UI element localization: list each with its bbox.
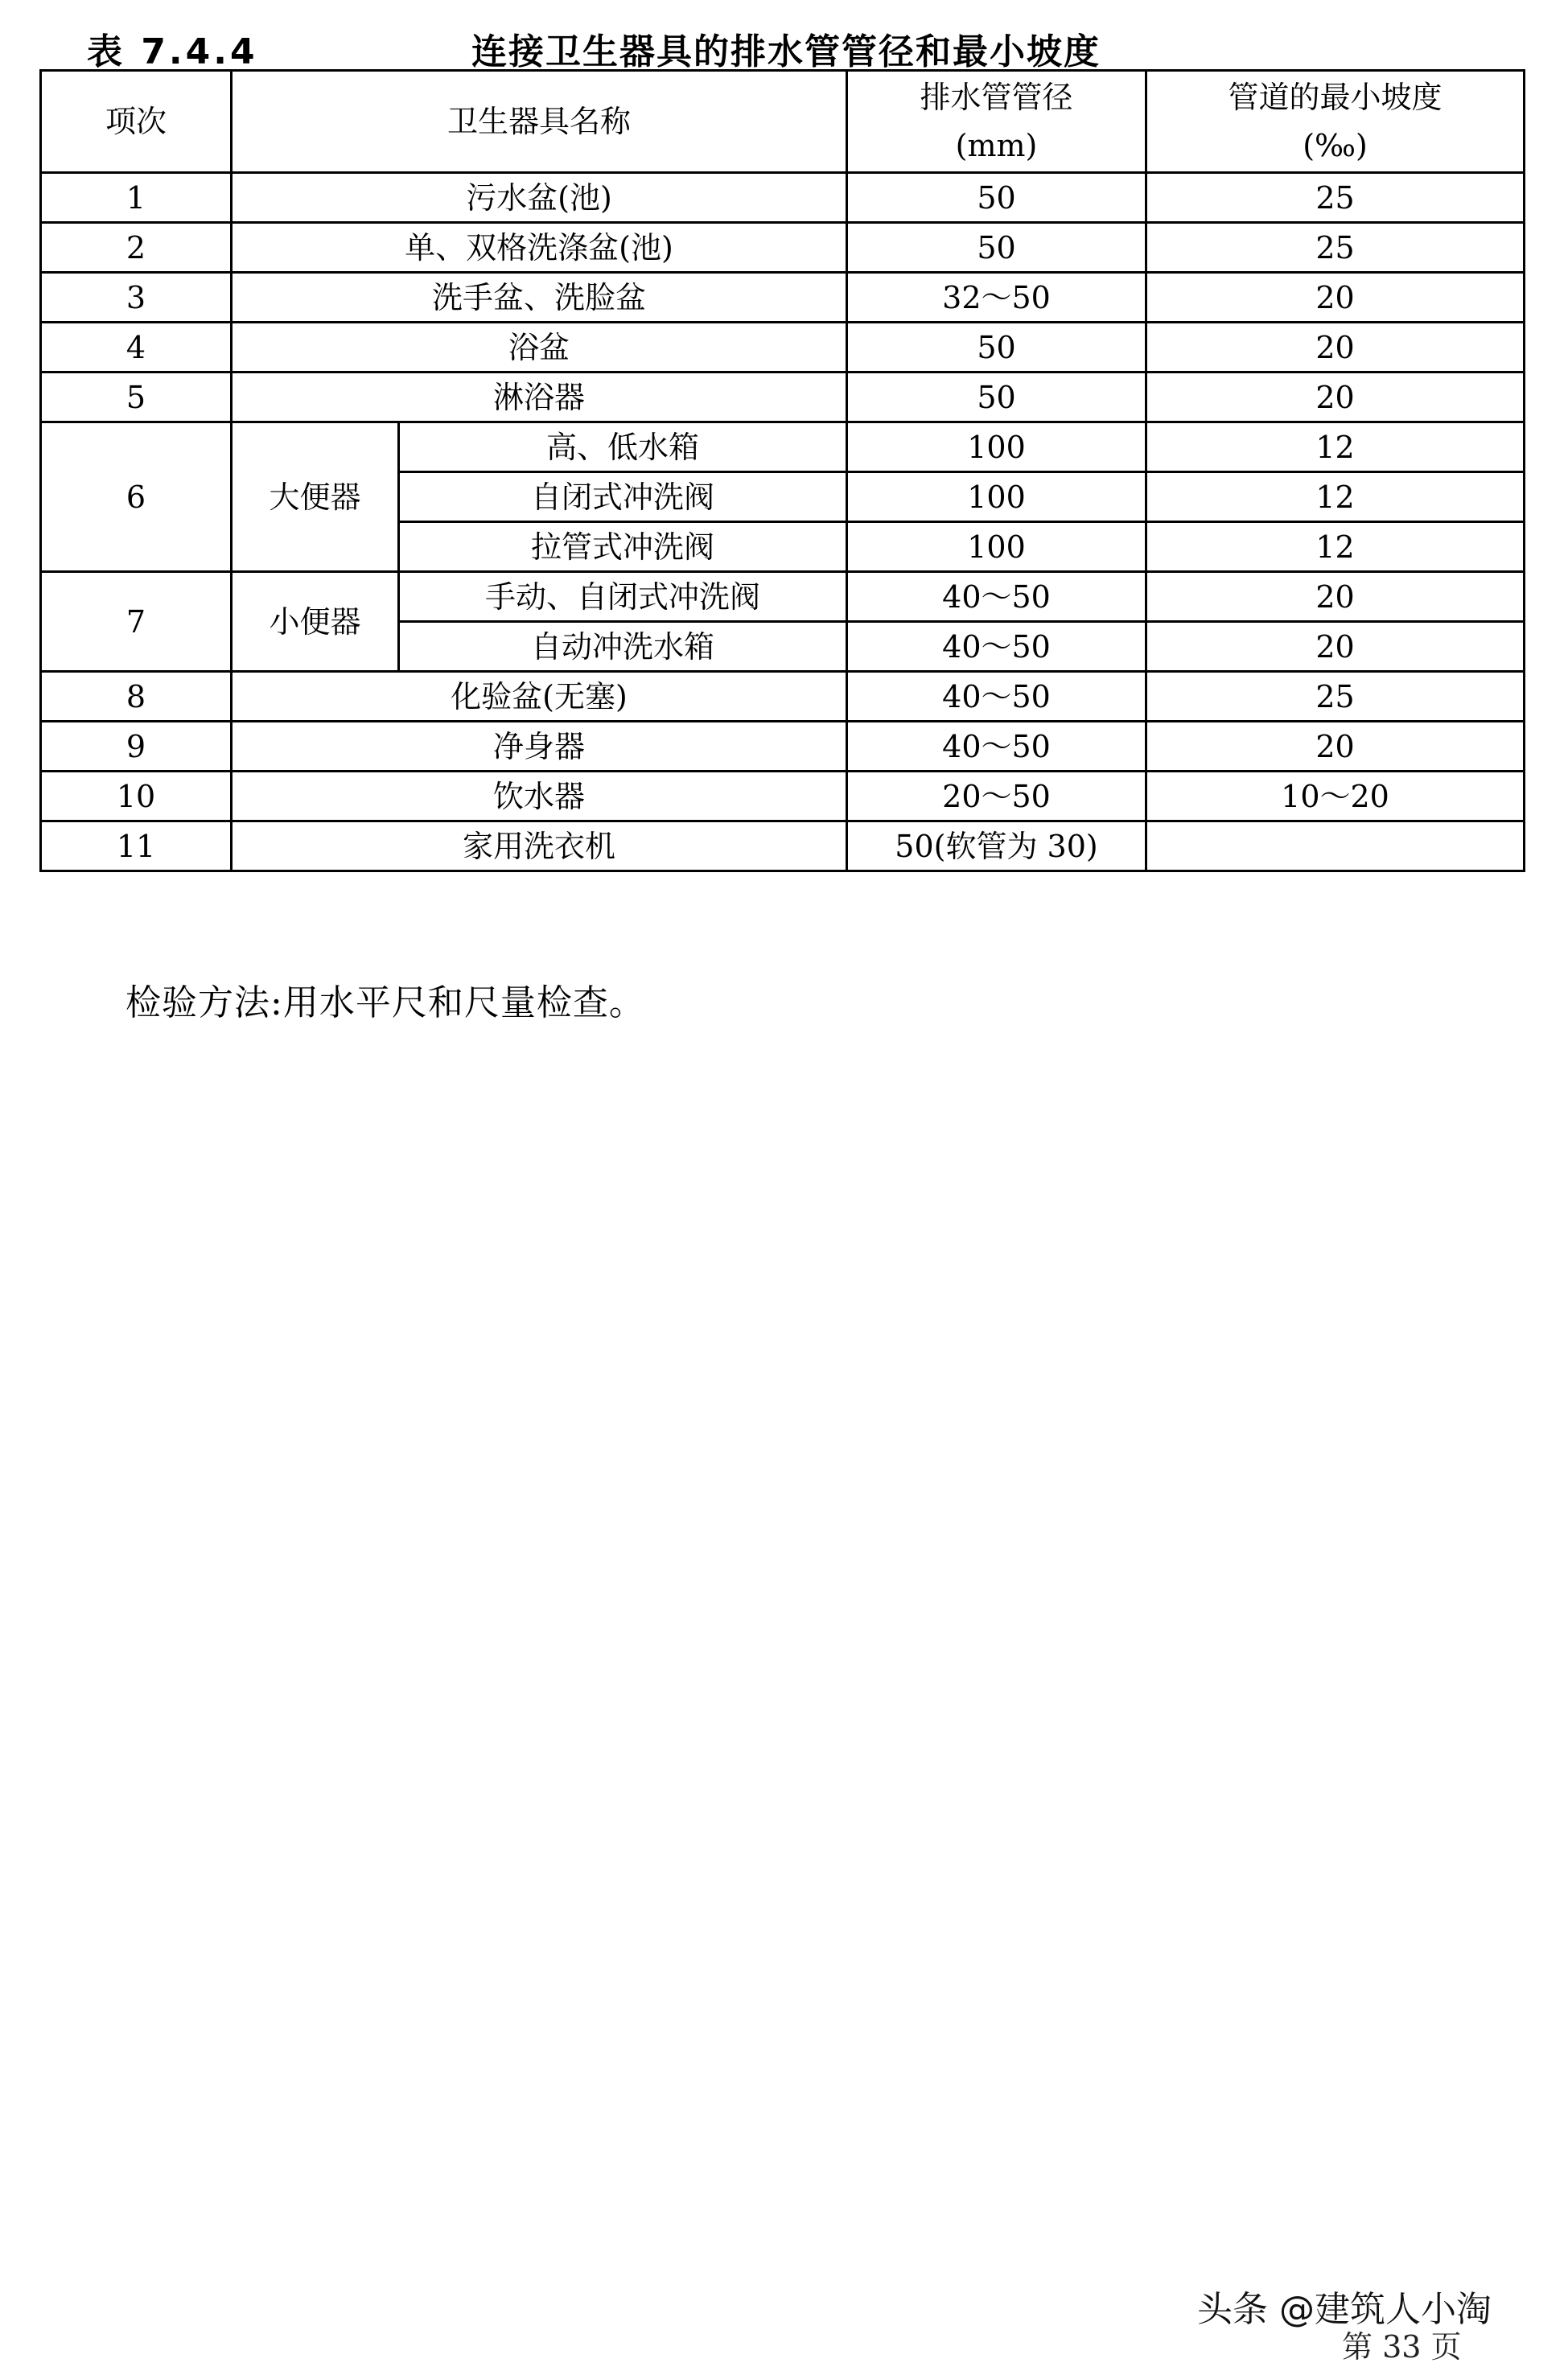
- pipe-diameter-cell: 40～50: [847, 572, 1146, 622]
- item-no-cell: 1: [41, 173, 232, 223]
- fixture-name-cell: 单、双格洗涤盆(池): [232, 223, 847, 273]
- pipe-diameter-cell: 50: [847, 173, 1146, 223]
- min-slope-cell: 20: [1146, 273, 1525, 323]
- drain-pipe-table: [39, 69, 1525, 872]
- fixture-group-cell: 小便器: [232, 572, 399, 672]
- header-pipe-diameter-label: 排水管管径: [920, 80, 1073, 115]
- fixture-name-cell: 家用洗衣机: [232, 821, 847, 871]
- item-no-cell: 6: [41, 422, 232, 572]
- fixture-name-cell: 污水盆(池): [232, 173, 847, 223]
- min-slope-cell: 25: [1146, 223, 1525, 273]
- table-row: [41, 422, 1525, 472]
- table-row: [41, 772, 1525, 821]
- header-pipe-diameter-unit: (mm): [955, 128, 1038, 163]
- item-no-cell: 5: [41, 373, 232, 422]
- pipe-diameter-cell: 50: [847, 223, 1146, 273]
- fixture-subtype-cell: 自动冲洗水箱: [399, 622, 847, 672]
- min-slope-cell: 10～20: [1146, 772, 1525, 821]
- table-row: [41, 323, 1525, 373]
- pipe-diameter-cell: 40～50: [847, 672, 1146, 722]
- header-fixture-name: 卫生器具名称: [232, 71, 847, 173]
- pipe-diameter-cell: 32～50: [847, 273, 1146, 323]
- min-slope-cell: 20: [1146, 323, 1525, 373]
- pipe-diameter-cell: 100: [847, 422, 1146, 472]
- pipe-diameter-cell: 50: [847, 373, 1146, 422]
- table-row: [41, 672, 1525, 722]
- fixture-name-cell: 饮水器: [232, 772, 847, 821]
- item-no-cell: 4: [41, 323, 232, 373]
- table-row: [41, 722, 1525, 772]
- header-min-slope-unit: (‰): [1303, 128, 1368, 163]
- fixture-subtype-cell: 手动、自闭式冲洗阀: [399, 572, 847, 622]
- table-row: [41, 821, 1525, 871]
- pipe-diameter-cell: 40～50: [847, 622, 1146, 672]
- item-no-cell: 2: [41, 223, 232, 273]
- page-number: 第 33 页: [1342, 2329, 1462, 2365]
- min-slope-cell: [1146, 821, 1525, 871]
- pipe-diameter-cell: 50: [847, 323, 1146, 373]
- min-slope-cell: 20: [1146, 722, 1525, 772]
- table-row: [41, 223, 1525, 273]
- item-no-cell: 11: [41, 821, 232, 871]
- min-slope-cell: 12: [1146, 522, 1525, 572]
- table-row: [41, 173, 1525, 223]
- item-no-cell: 7: [41, 572, 232, 672]
- pipe-diameter-cell: 100: [847, 522, 1146, 572]
- item-no-cell: 10: [41, 772, 232, 821]
- fixture-name-cell: 化验盆(无塞): [232, 672, 847, 722]
- header-min-slope-label: 管道的最小坡度: [1228, 80, 1442, 115]
- min-slope-cell: 25: [1146, 672, 1525, 722]
- header-min-slope: [1146, 71, 1525, 173]
- table-header-row: [41, 71, 1525, 173]
- table-number: 表 7.4.4: [87, 31, 258, 72]
- table-row: [41, 373, 1525, 422]
- fixture-name-cell: 净身器: [232, 722, 847, 772]
- item-no-cell: 9: [41, 722, 232, 772]
- table-row: [41, 273, 1525, 323]
- item-no-cell: 3: [41, 273, 232, 323]
- min-slope-cell: 20: [1146, 622, 1525, 672]
- pipe-diameter-cell: 40～50: [847, 722, 1146, 772]
- table-row: [41, 572, 1525, 622]
- header-pipe-diameter: [847, 71, 1146, 173]
- min-slope-cell: 20: [1146, 373, 1525, 422]
- header-item-no: 项次: [41, 71, 232, 173]
- min-slope-cell: 12: [1146, 472, 1525, 522]
- fixture-subtype-cell: 高、低水箱: [399, 422, 847, 472]
- fixture-name-cell: 洗手盆、洗脸盆: [232, 273, 847, 323]
- fixture-name-cell: 淋浴器: [232, 373, 847, 422]
- min-slope-cell: 12: [1146, 422, 1525, 472]
- min-slope-cell: 25: [1146, 173, 1525, 223]
- source-watermark: 头条 @建筑人小淘: [1197, 2289, 1492, 2330]
- table-caption: [0, 18, 1568, 72]
- pipe-diameter-cell: 50(软管为 30): [847, 821, 1146, 871]
- fixture-subtype-cell: 拉管式冲洗阀: [399, 522, 847, 572]
- fixture-name-cell: 浴盆: [232, 323, 847, 373]
- pipe-diameter-cell: 100: [847, 472, 1146, 522]
- fixture-group-cell: 大便器: [232, 422, 399, 572]
- inspection-method-note: 检验方法:用水平尺和尺量检查。: [126, 982, 645, 1023]
- item-no-cell: 8: [41, 672, 232, 722]
- table-title: 连接卫生器具的排水管管径和最小坡度: [471, 31, 1101, 72]
- min-slope-cell: 20: [1146, 572, 1525, 622]
- fixture-subtype-cell: 自闭式冲洗阀: [399, 472, 847, 522]
- pipe-diameter-cell: 20～50: [847, 772, 1146, 821]
